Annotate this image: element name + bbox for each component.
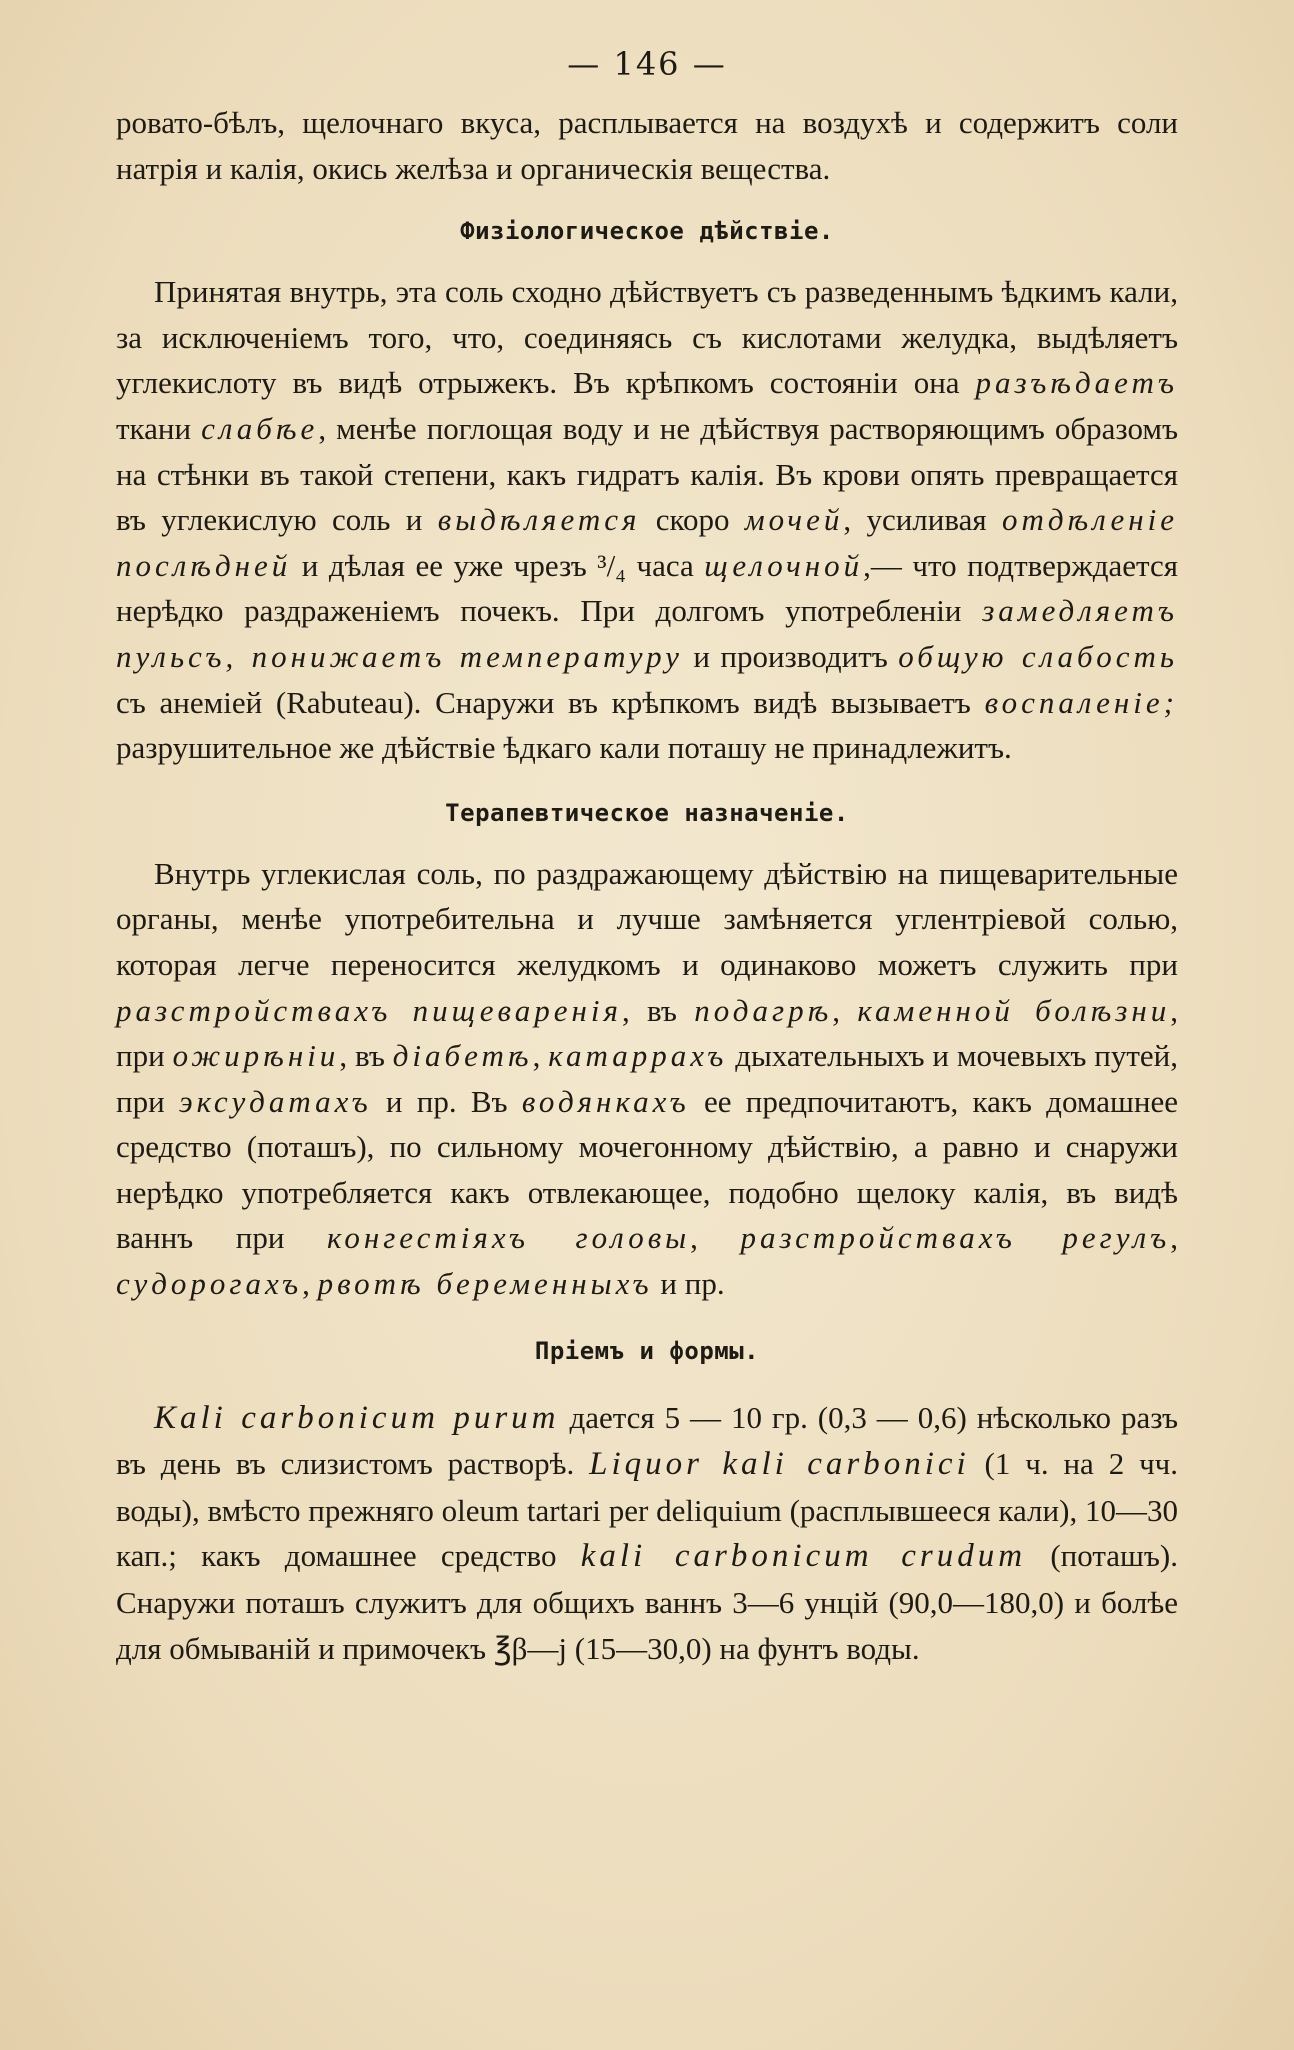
- text-run: Принятая внутрь, эта соль сходно дѣйствуетъ съ разведеннымъ ѣдкимъ кали, за исключеніемъ того, что, соединяясь съ кислотами желудка, выдѣляетъ углекислоту въ видѣ отрыжекъ. Въ крѣпкомъ состояніи она: [116, 274, 1178, 401]
- text-run: (1 ч. на 2 чч. воды), вмѣсто прежняго oleum tartari per deliquium (расплывшееся кали), 10—30 кап.; какъ домашнее средство: [116, 1446, 1179, 1574]
- emphasis: подагрѣ: [694, 992, 833, 1028]
- emphasis: выдѣляется: [437, 502, 641, 538]
- text-run: и пр. Въ: [371, 1083, 522, 1119]
- text-run: съ анеміей (Rabuteau). Снаружи въ крѣпкомъ видѣ вызываетъ: [116, 684, 985, 720]
- text-run: , въ: [339, 1038, 393, 1074]
- emphasis: разстройствахъ регулъ: [740, 1220, 1171, 1256]
- text-run: ,: [690, 1220, 741, 1256]
- text-run: Внутрь углекислая соль, по раздражающему дѣйствію на пищеварительные органы, менѣе употребительна и лучше замѣняется углентріевой солью, которая легче переносится желудкомъ и одинаково можетъ служить при: [116, 855, 1178, 982]
- emphasis: отдѣленіе послѣдней: [116, 502, 1178, 583]
- paragraph-therapeutic-use: [116, 851, 1178, 1307]
- emphasis: каменной болѣзни: [857, 992, 1171, 1028]
- emphasis: разъѣдаетъ: [975, 365, 1178, 401]
- text-run: ,: [302, 1266, 318, 1302]
- text-run: разрушительное же дѣйствіе ѣдкаго кали поташу не принадлежитъ.: [116, 730, 1012, 766]
- emphasis: эксудатахъ: [178, 1083, 372, 1119]
- text-run: ровато-бѣлъ, щелочнаго вкуса, расплывается на воздухѣ и содержитъ соли натрія и калія, окись желѣза и органическія вещества.: [116, 105, 1178, 186]
- text-run: скоро: [640, 502, 745, 538]
- text-run: ,: [832, 992, 858, 1028]
- text-run: и производитъ: [682, 638, 899, 674]
- emphasis: замедляетъ пульсъ, понижаетъ температуру: [116, 593, 1178, 674]
- text-run: и пр.: [652, 1266, 725, 1302]
- emphasis: катаррахъ: [548, 1038, 728, 1074]
- latin-term: Kali carbonicum purum: [154, 1399, 560, 1436]
- emphasis: разстройствахъ пищеваренія: [116, 992, 622, 1028]
- latin-term: Liquor kali carbonici: [589, 1446, 970, 1483]
- text-run: дыхательныхъ и мочевыхъ путей, при: [116, 1038, 1179, 1119]
- emphasis: судорогахъ: [116, 1266, 303, 1302]
- text-run: , менѣе поглощая воду и не дѣйствуя растворяющимъ образомъ на стѣнки въ такой степени, какъ гидратъ калія. Въ крови опять превращается въ углекислую соль и: [116, 410, 1179, 538]
- emphasis: щелочной: [704, 547, 864, 583]
- text-run: ,— что подтверждается нерѣдко раздраженіемъ почекъ. При долгомъ употребленіи: [116, 547, 1178, 629]
- emphasis: воспаленіе;: [984, 684, 1178, 720]
- paragraph-intro: [116, 100, 1178, 191]
- emphasis: діабетѣ: [392, 1038, 533, 1074]
- emphasis: слабѣе: [201, 410, 319, 446]
- heading-dosage-forms: Пріемъ и формы.: [534, 1336, 760, 1365]
- text-run: и дѣлая ее уже чрезъ ³/₄ часа: [291, 547, 705, 583]
- emphasis: конгестіяхъ головы: [327, 1220, 691, 1256]
- emphasis: мочей: [744, 502, 844, 538]
- heading-physiological-action: Физіологическое дѣйствіе.: [460, 217, 834, 246]
- text-run: ,: [1170, 1220, 1178, 1256]
- text-run: , усиливая: [843, 502, 1002, 538]
- text-run: , при: [116, 992, 1178, 1074]
- paragraph-physiological-action: [116, 269, 1178, 771]
- page-number: — 146 —: [567, 45, 727, 83]
- text-run: (поташъ). Снаружи поташъ служитъ для общихъ ваннъ 3—6 унцій (90,0—180,0) и болѣе для обмыванiй и примочекъ ℥β—j (15—30,0) на фунтъ воды.: [116, 1538, 1179, 1666]
- text-run: , въ: [621, 992, 695, 1028]
- text-run: ,: [532, 1038, 549, 1074]
- text-run: ее предпочитаютъ, какъ домашнее средство (поташъ), по сильному мочегонному дѣйствію, а равно и снаружи нерѣдко употребляется какъ отвлекающее, подобно щелоку калія, въ видѣ ваннъ при: [116, 1083, 1178, 1256]
- text-run: дается 5 — 10 гр. (0,3 — 0,6) нѣсколько разъ въ день въ слизистомъ растворѣ.: [116, 1399, 1178, 1482]
- text-run: ткани: [116, 410, 202, 446]
- emphasis: ожирѣніи: [172, 1038, 340, 1074]
- emphasis: общую слабость: [898, 638, 1178, 674]
- heading-therapeutic-use: Терапевтическое назначеніе.: [445, 798, 849, 827]
- paragraph-dosage-forms: [116, 1395, 1178, 1672]
- emphasis: рвотѣ беременныхъ: [317, 1266, 653, 1302]
- emphasis: водянкахъ: [521, 1083, 690, 1119]
- latin-term: kali carbonicum crudum: [580, 1538, 1027, 1575]
